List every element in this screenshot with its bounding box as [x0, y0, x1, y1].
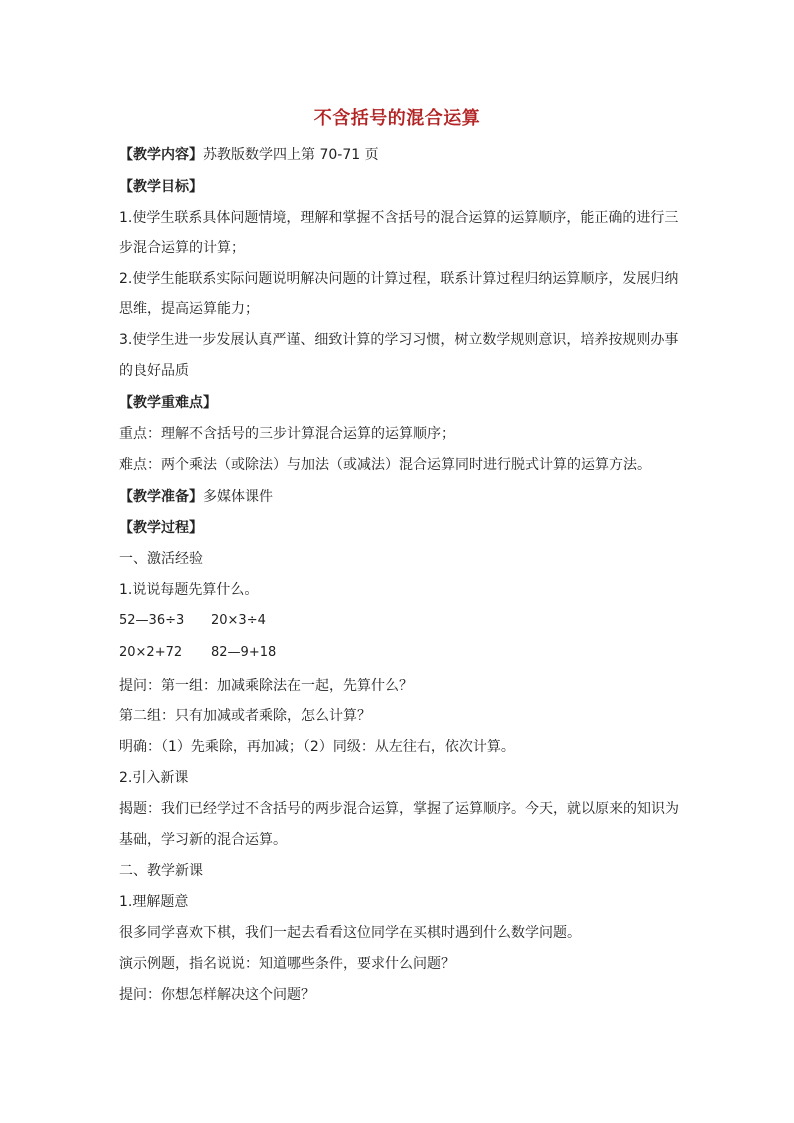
goal-3-line-a: 3.使学生进一步发展认真严谨、细致计算的学习习惯，树立数学规则意识，培养按规则办事	[119, 332, 679, 348]
expression-3: 20×2+72	[119, 645, 183, 660]
prep-text: 多媒体课件	[203, 489, 273, 505]
expression-2: 20×3÷4	[211, 613, 266, 628]
goal-2-line-a: 2.使学生能联系实际问题说明解决问题的计算过程，联系计算过程归纳运算顺序，发展归纳	[119, 271, 679, 287]
section-1-heading: 一、激活经验	[119, 551, 203, 567]
goal-2-line-b: 思维，提高运算能力；	[119, 301, 259, 317]
goal-1-line-a: 1.使学生联系具体问题情境，理解和掌握不含括号的混合运算的运算顺序，能正确的进行三	[119, 210, 679, 226]
goals-heading: 【教学目标】	[119, 179, 203, 195]
reveal-line-a: 揭题：我们已经学过不含括号的两步混合运算，掌握了运算顺序。今天，就以原来的知识为	[119, 801, 679, 817]
goal-1-line-b: 步混合运算的计算；	[119, 240, 245, 256]
item-1: 1.说说每题先算什么。	[119, 582, 259, 598]
expression-4: 82—9+18	[211, 645, 277, 660]
goal-3-line-b: 的良好品质	[119, 363, 189, 379]
expression-1: 52—36÷3	[119, 613, 185, 628]
clarification: 明确：（1）先乘除，再加减；（2）同级：从左往右，依次计算。	[119, 739, 515, 755]
question-1: 提问：第一组：加减乘除法在一起，先算什么？	[119, 678, 413, 694]
content-text: 苏教版数学四上第 70-71 页	[203, 147, 379, 163]
item-2: 2.引入新课	[119, 770, 189, 786]
content-line	[119, 145, 679, 165]
paragraph-1: 很多同学喜欢下棋，我们一起去看看这位同学在买棋时遇到什么数学问题。	[119, 925, 581, 941]
page-title: 不含括号的混合运算	[313, 108, 481, 129]
reveal-line-b: 基础，学习新的混合运算。	[119, 832, 287, 848]
key-point: 重点：理解不含括号的三步计算混合运算的运算顺序；	[119, 426, 455, 442]
prep-line	[119, 487, 679, 507]
difficult-point: 难点：两个乘法（或除法）与加法（或减法）混合运算同时进行脱式计算的运算方法。	[119, 457, 651, 473]
paragraph-2: 演示例题，指名说说：知道哪些条件，要求什么问题？	[119, 956, 455, 972]
paragraph-3: 提问：你想怎样解决这个问题？	[119, 987, 315, 1003]
question-2: 第二组：只有加减或者乘除，怎么计算？	[119, 708, 371, 724]
key-points-heading: 【教学重难点】	[119, 395, 217, 411]
section-2-heading: 二、教学新课	[119, 863, 203, 879]
process-heading: 【教学过程】	[119, 520, 203, 536]
prep-label: 【教学准备】	[119, 489, 203, 505]
content-label: 【教学内容】	[119, 147, 203, 163]
item-3: 1.理解题意	[119, 894, 189, 910]
